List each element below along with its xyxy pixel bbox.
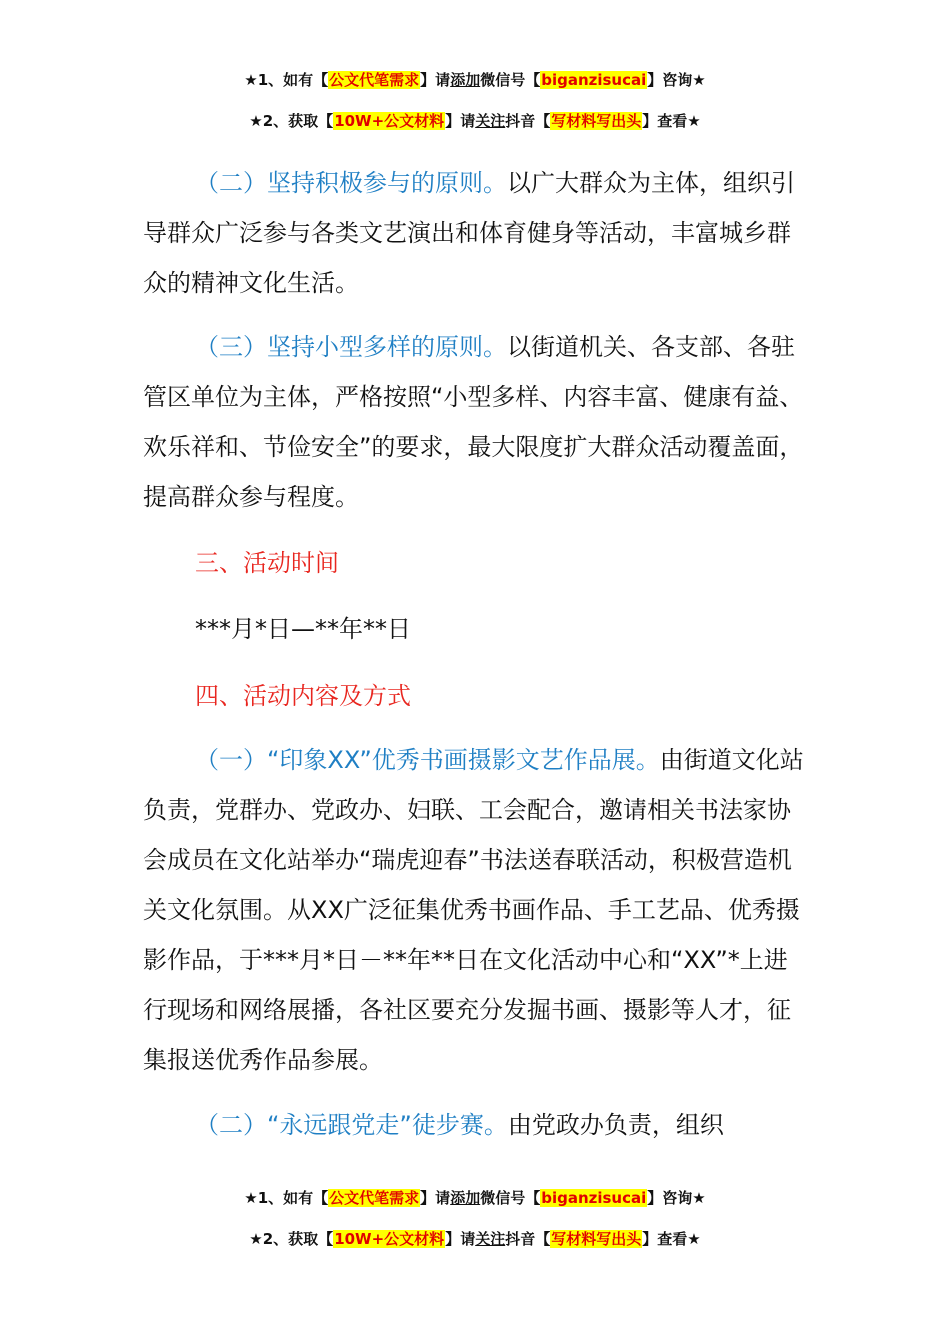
underlined-word: 关注 [475,112,506,130]
notice-text: ★1、如有【 [244,71,329,89]
section-title-activity-time: 三、活动时间 [195,549,339,577]
wechat-id: biganzisucai [541,71,647,89]
notice-text: 】查看★ [642,112,701,130]
paragraph-text: 由街道文化站负责，党群办、党政办、妇联、工会配合，邀请相关书法家协会成员在文化站举办“瑞虎迎春”书法送春联活动，积极营造机关文化氛围。从XX广泛征集优秀书画作品、手工艺品、优秀摄影作品，于***月*日－**年**日在文化活动中心和“XX”*上进行现场和网络展播，各社区要充分发掘书画、摄影等人才，征集报送优秀作品参展。 [143,746,804,1074]
section-title-activity-content: 四、活动内容及方式 [195,682,411,710]
notice-text: 】咨询★ [647,1189,706,1207]
notice-line-1-bottom [0,1187,950,1209]
paragraph-exhibition [143,735,808,1085]
notice-line-2-top [0,110,950,132]
paragraph-principle-diverse [143,322,808,522]
douyin-account: 写材料写出头 [551,1230,642,1248]
notice-text: 抖音【 [505,1230,551,1248]
notice-text: 】请 [445,112,476,130]
paragraph-heading: （二）坚持积极参与的原则。 [195,169,507,197]
activity-time-text: ***月*日—**年**日 [195,615,411,643]
notice-line-2-bottom [0,1228,950,1250]
paragraph-heading: （一）“印象XX”优秀书画摄影文艺作品展。 [195,746,660,774]
notice-text: 】请 [420,1189,451,1207]
wechat-id: biganzisucai [541,1189,647,1207]
notice-text: 抖音【 [505,112,551,130]
paragraph-heading: （二）“永远跟党走”徒步赛。 [195,1111,508,1139]
notice-text: 】请 [445,1230,476,1248]
highlight-tag: 10W+公文材料 [334,112,445,130]
highlight-tag: 10W+公文材料 [334,1230,445,1248]
notice-text: 微信号【 [480,1189,541,1207]
paragraph-text: 以街道机关、各支部、各驻管区单位为主体，严格按照“小型多样、内容丰富、健康有益、欢乐祥和、节俭安全”的要求，最大限度扩大群众活动覆盖面，提高群众参与程度。 [143,333,804,511]
underlined-word: 添加 [450,71,481,89]
paragraph-hiking [143,1100,808,1150]
notice-text: 】请 [420,71,451,89]
notice-text: 】查看★ [642,1230,701,1248]
notice-text: ★2、获取【 [249,112,334,130]
paragraph-text: 以广大群众为主体，组织引导群众广泛参与各类文艺演出和体育健身等活动，丰富城乡群众的精神文化生活。 [143,169,795,297]
notice-text: 】咨询★ [647,71,706,89]
notice-text: ★2、获取【 [249,1230,334,1248]
underlined-word: 添加 [450,1189,481,1207]
underlined-word: 关注 [475,1230,506,1248]
highlight-tag: 公文代笔需求 [329,1189,420,1207]
paragraph-heading: （三）坚持小型多样的原则。 [195,333,507,361]
highlight-tag: 公文代笔需求 [329,71,420,89]
paragraph-text: 由党政办负责，组织 [507,1111,724,1139]
notice-text: ★1、如有【 [244,1189,329,1207]
paragraph-principle-participation [143,158,808,308]
notice-text: 微信号【 [480,71,541,89]
douyin-account: 写材料写出头 [551,112,642,130]
notice-line-1-top [0,69,950,91]
